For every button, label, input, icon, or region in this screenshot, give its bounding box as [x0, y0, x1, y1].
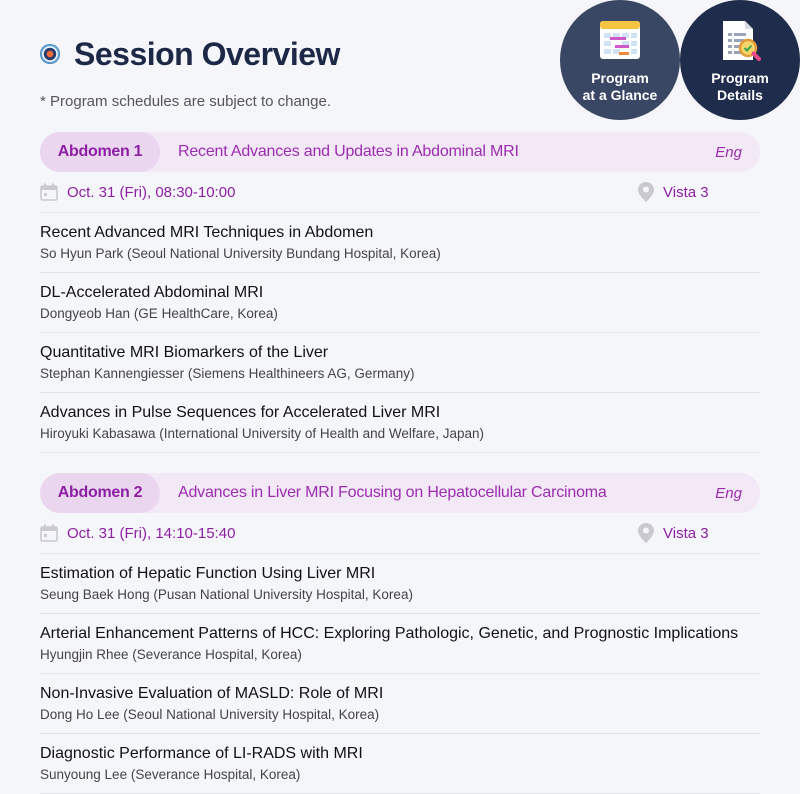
session-date: Oct. 31 (Fri), 08:30-10:00 [67, 183, 236, 201]
glance-button-label: Program at a Glance [582, 70, 658, 103]
session-room: Vista 3 [663, 183, 709, 201]
talk-title: DL-Accelerated Abdominal MRI [40, 284, 264, 301]
congress-logo-icon [40, 44, 60, 64]
talk-title: Non-Invasive Evaluation of MASLD: Role of MRI [40, 685, 384, 702]
talk-speaker: Dongyeob Han (GE HealthCare, Korea) [40, 306, 278, 321]
session-meta [40, 513, 760, 554]
session-abdomen-1 [40, 132, 760, 453]
talk-title: Estimation of Hepatic Function Using Liver MRI [40, 565, 376, 582]
talk-item [40, 554, 760, 614]
session-header [40, 132, 760, 172]
session-language: Eng [715, 143, 742, 161]
session-tag: Abdomen 1 [40, 132, 160, 172]
schedule-notice: * Program schedules are subject to change. [40, 93, 331, 110]
session-meta [40, 172, 760, 213]
talk-title: Arterial Enhancement Patterns of HCC: Exploring Pathologic, Genetic, and Prognostic Implications [40, 625, 739, 642]
location-pin-icon [638, 182, 654, 202]
session-location [638, 523, 709, 543]
program-at-a-glance-button[interactable] [560, 0, 680, 120]
talk-item [40, 273, 760, 333]
talk-title: Quantitative MRI Biomarkers of the Liver [40, 344, 329, 361]
talk-item [40, 614, 760, 674]
talk-item [40, 213, 760, 273]
talk-item [40, 333, 760, 393]
session-date: Oct. 31 (Fri), 14:10-15:40 [67, 524, 236, 542]
session-header [40, 473, 760, 513]
talk-item [40, 393, 760, 453]
talk-title: Advances in Pulse Sequences for Accelerated Liver MRI [40, 404, 441, 421]
program-details-button[interactable] [680, 0, 800, 120]
session-language: Eng [715, 484, 742, 502]
talk-speaker: Seung Baek Hong (Pusan National University Hospital, Korea) [40, 587, 413, 602]
schedule-grid-icon [597, 18, 643, 64]
talk-item [40, 734, 760, 794]
talk-speaker: Sunyoung Lee (Severance Hospital, Korea) [40, 767, 301, 782]
talk-title: Diagnostic Performance of LI-RADS with MRI [40, 745, 363, 762]
talk-title: Recent Advanced MRI Techniques in Abdomen [40, 224, 374, 241]
location-pin-icon [638, 523, 654, 543]
talk-speaker: So Hyun Park (Seoul National University Bundang Hospital, Korea) [40, 246, 441, 261]
calendar-icon [40, 524, 58, 542]
session-abdomen-2 [40, 473, 760, 794]
session-location [638, 182, 709, 202]
details-button-label: Program Details [711, 70, 769, 103]
session-room: Vista 3 [663, 524, 709, 542]
document-search-icon [717, 18, 763, 64]
talk-speaker: Dong Ho Lee (Seoul National University Hospital, Korea) [40, 707, 380, 722]
session-tag: Abdomen 2 [40, 473, 160, 513]
talk-speaker: Hyungjin Rhee (Severance Hospital, Korea) [40, 647, 302, 662]
talk-speaker: Stephan Kannengiesser (Siemens Healthineers AG, Germany) [40, 366, 415, 381]
page-header [40, 34, 340, 74]
talk-item [40, 674, 760, 734]
page-title: Session Overview [74, 35, 340, 72]
session-title: Advances in Liver MRI Focusing on Hepatocellular Carcinoma [178, 484, 607, 501]
session-title: Recent Advances and Updates in Abdominal MRI [178, 143, 519, 160]
talk-speaker: Hiroyuki Kabasawa (International University of Health and Welfare, Japan) [40, 426, 484, 441]
calendar-icon [40, 183, 58, 201]
